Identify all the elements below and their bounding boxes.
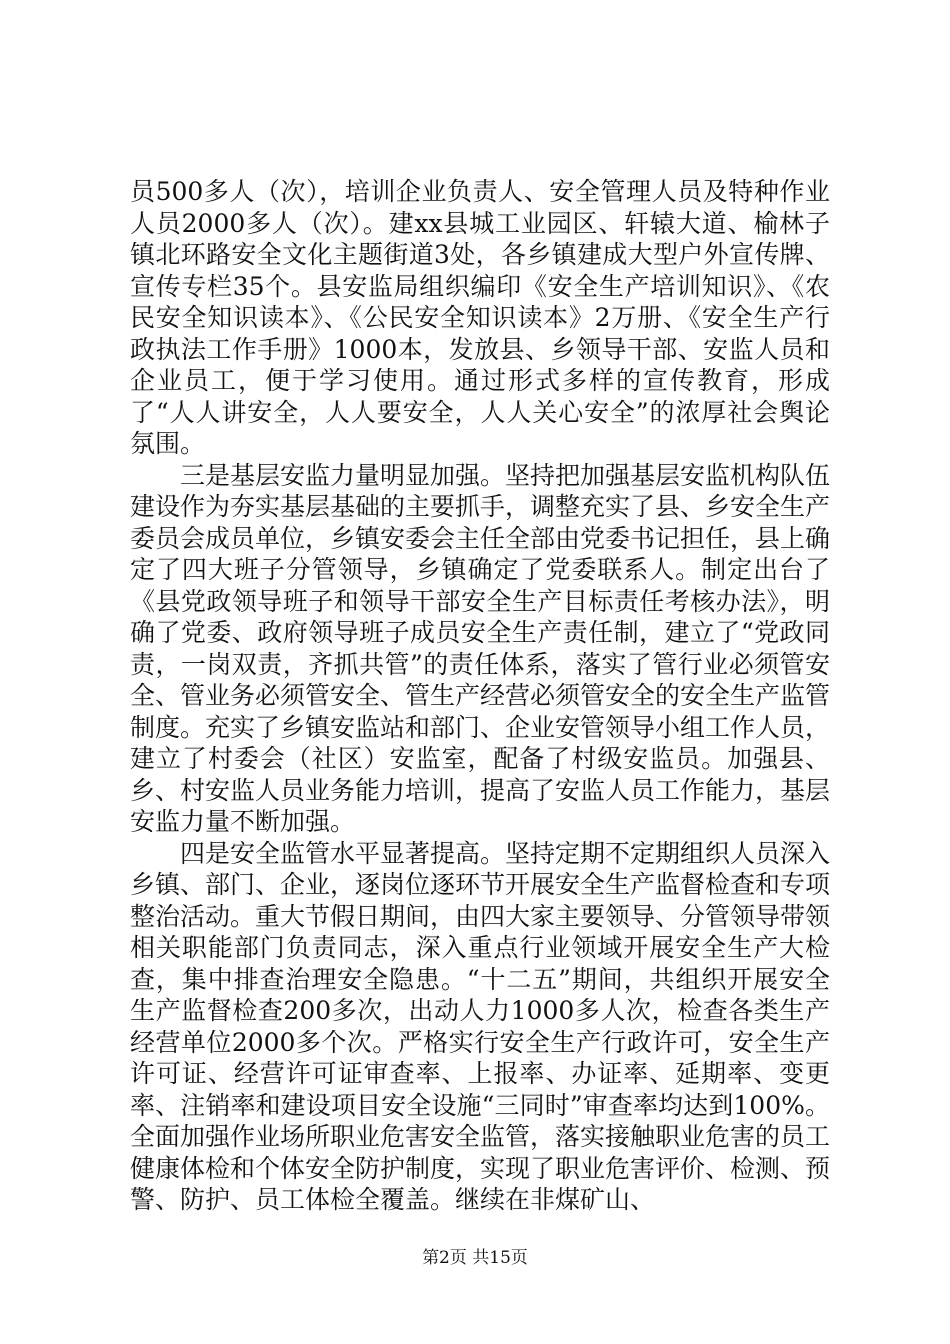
paragraph-3: 四是安全监管水平显著提高。坚持定期不定期组织人员深入乡镇、部门、企业，逐岗位逐环节开展安全生产监督检查和专项整治活动。重大节假日期间，由四大家主要领导、分管领导带领相关职能部门负责同志，深入重点行业领域开展安全生产大检查，集中排查治理安全隐患。“十二五”期间，共组织开展安全生产监督检查200多次，出动人力1000多人次，检查各类生产经营单位2000多个次。严格实行安全生产行政许可，安全生产许可证、经营许可证审查率、上报率、办证率、延期率、变更率、注销率和建设项目安全设施“三同时”审查率均达到100%。全面加强作业场所职业危害安全监管，落实接触职业危害的员工健康体检和个体安全防护制度，实现了职业危害评价、检测、预警、防护、员工体检全覆盖。继续在非煤矿山、 bbox=[130, 838, 831, 1214]
paragraph-2: 三是基层安监力量明显加强。坚持把加强基层安监机构队伍建设作为夯实基层基础的主要抓手，调整充实了县、乡安全生产委员会成员单位，乡镇安委会主任全部由党委书记担任，县上确定了四大班子分管领导，乡镇确定了党委联系人。制定出台了《县党政领导班子和领导干部安全生产目标责任考核办法》，明确了党委、政府领导班子成员安全生产责任制，建立了“党政同责，一岗双责，齐抓共管”的责任体系，落实了管行业必须管安全、管业务必须管安全、管生产经营必须管安全的安全生产监管制度。充实了乡镇安监站和部门、企业安管领导小组工作人员，建立了村委会（社区）安监室，配备了村级安监员。加强县、乡、村安监人员业务能力培训，提高了安监人员工作能力，基层安监力量不断加强。 bbox=[130, 460, 831, 836]
paragraph-1: 员500多人（次），培训企业负责人、安全管理人员及特种作业人员2000多人（次）。建xx县城工业园区、轩辕大道、榆林子镇北环路安全文化主题街道3处，各乡镇建成大型户外宣传牌、宣传专栏35个。县安监局组织编印《安全生产培训知识》、《农民安全知识读本》、《公民安全知识读本》2万册、《安全生产行政执法工作手册》1000本，发放县、乡领导干部、安监人员和企业员工，便于学习使用。通过形式多样的宣传教育，形成了“人人讲安全，人人要安全，人人关心安全”的浓厚社会舆论氛围。 bbox=[130, 177, 830, 458]
page-number-footer: 第2页 共15页 bbox=[422, 1248, 528, 1268]
document-body bbox=[130, 176, 830, 1216]
